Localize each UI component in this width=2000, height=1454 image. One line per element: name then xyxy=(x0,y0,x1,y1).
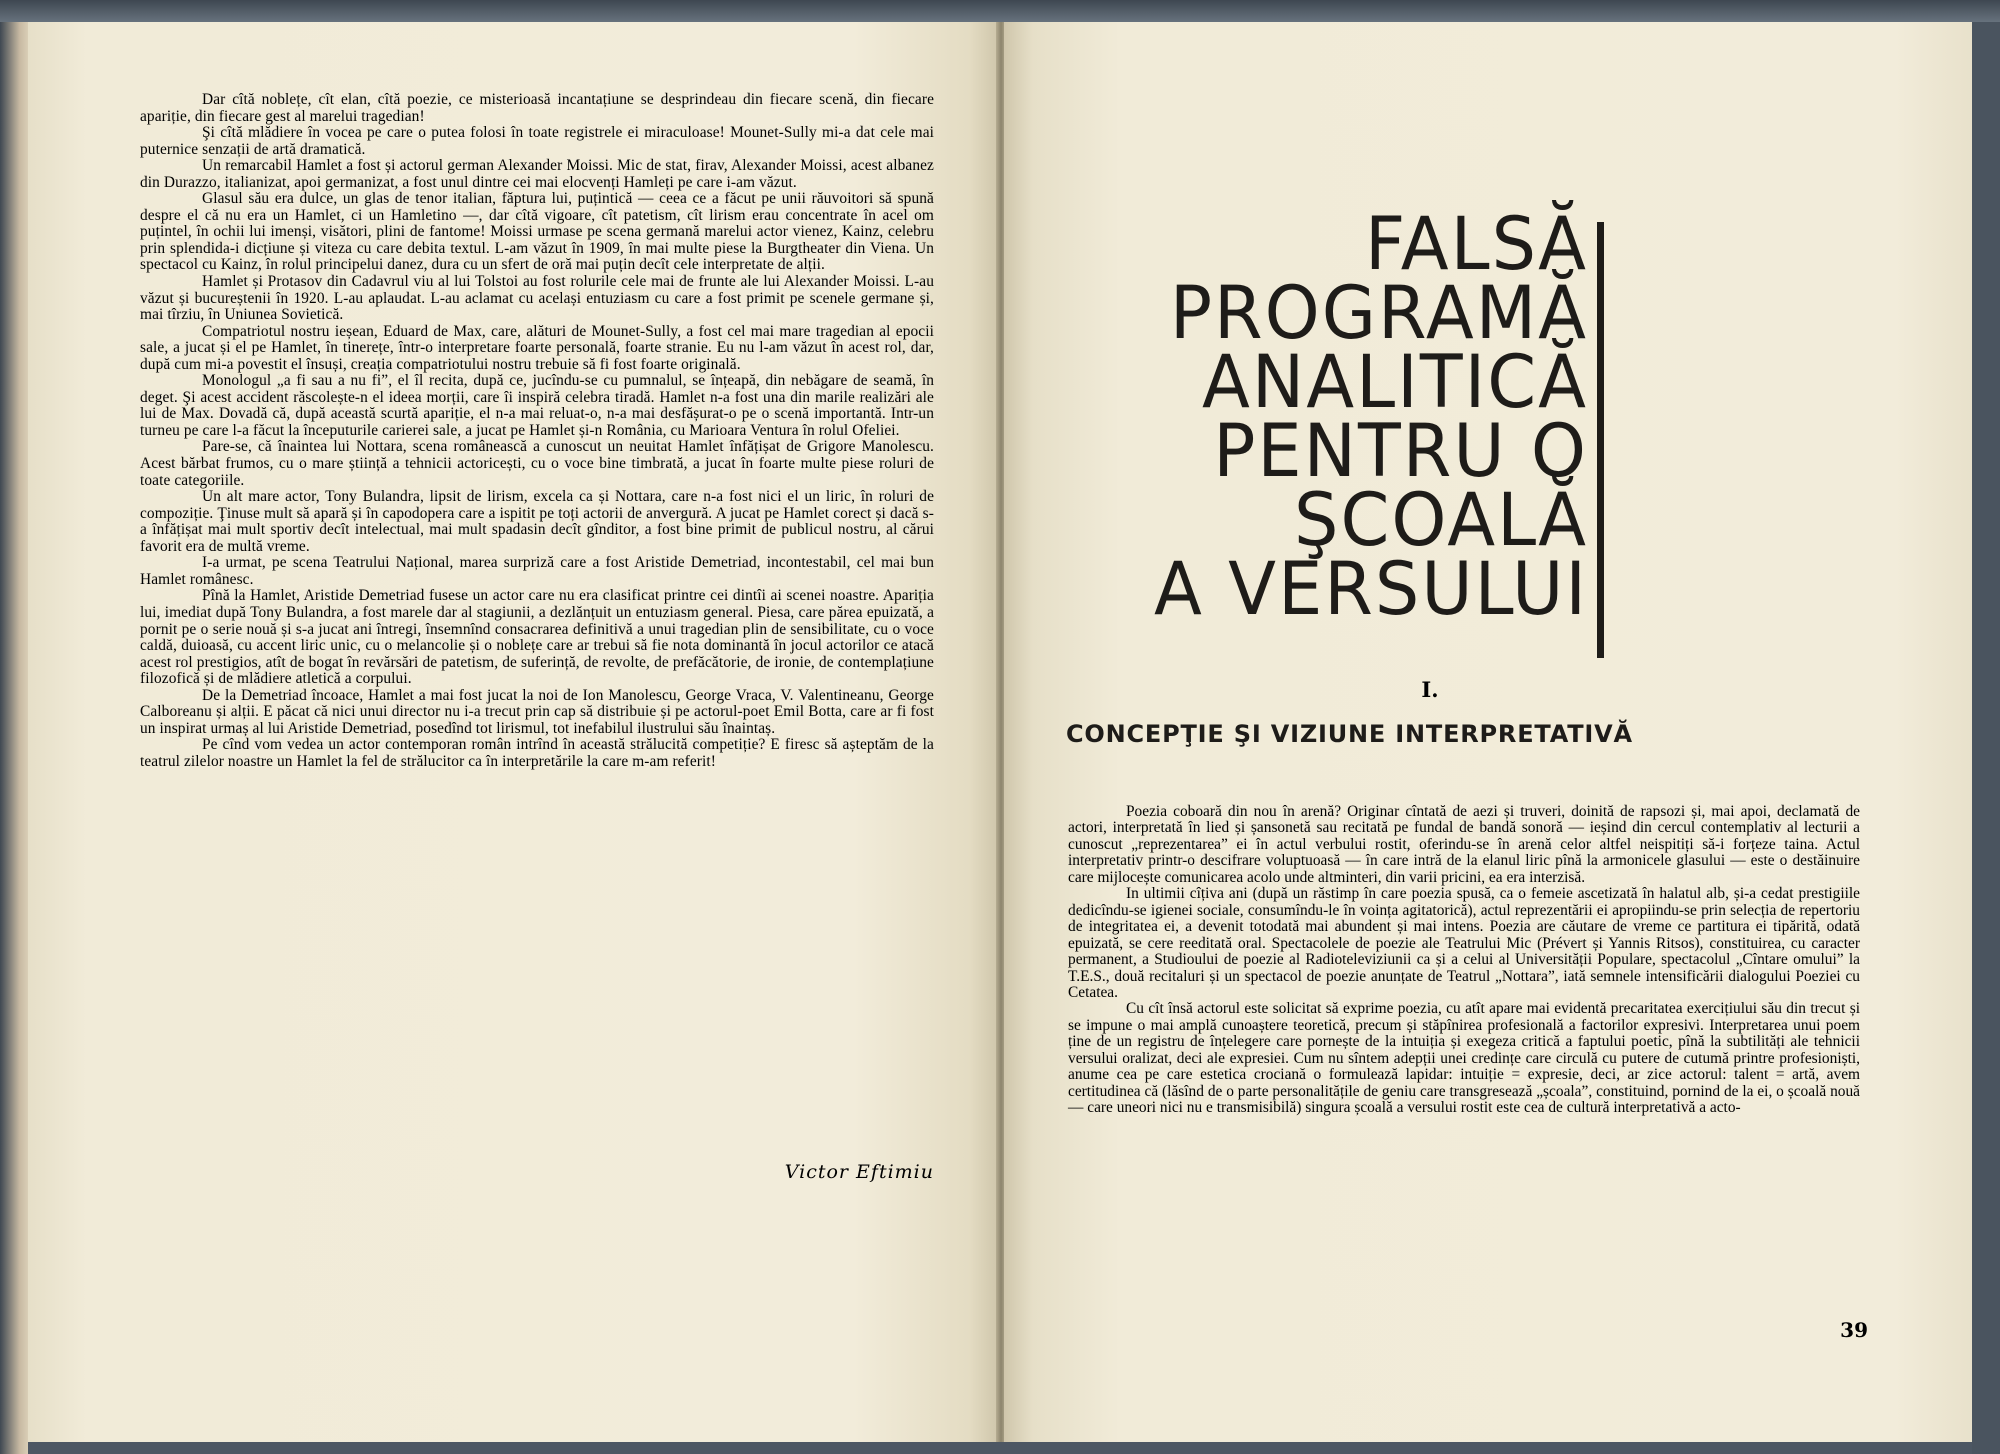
title-line: ŞCOALĂ xyxy=(1294,476,1588,564)
paragraph: Un remarcabil Hamlet a fost și actorul german Alexander Moissi. Mic de stat, firav, Alexander Moissi, acest albanez din Durazzo, italianizat, apoi germanizat, a fost unul dintre cei mai elocvenți Hamleți pe care i-am văzut. xyxy=(140,157,934,191)
book-cover-left-edge xyxy=(0,22,28,1454)
author-signature: Victor Eftimiu xyxy=(784,1161,934,1183)
paragraph: Un alt mare actor, Tony Bulandra, lipsit de lirism, excela ca și Nottara, care n-a fost nici el un liric, în roluri de compoziție. Ţinuse mult să apară și în capodopera care a ispitit pe toți actorii de anvergură. A jucat pe Hamlet corect și dacă s-a înfățișat mai mult sportiv decît intelectual, mai mult spadasin decît gînditor, a fost bine primit de publicul nostru, al cărui favorit era de multă vreme. xyxy=(140,488,934,555)
paragraph: Pînă la Hamlet, Aristide Demetriad fusese un actor care nu era clasificat printre cei dintîi ai scenei noastre. Apariția lui, imediat după Tony Bulandra, a fost marele dar al stagiunii, a dezlănțuit un entuziasm general. Piesa, care părea epuizată, a pornit pe o serie nouă și s-a jucat ani întregi, însemnînd consacrarea definitivă a unui tragedian plin de sensibilitate, cu o voce caldă, duioasă, cu accent liric unic, cu o melancolie și o noblețe care ar trebui să fie nota dominantă în jocul actorilor ce atacă acest rol prestigios, atît de bogat în revărsări de patetism, de suferință, de revolte, de prefăcătorie, de ironie, de contemplațiune filozofică și de mlădiere atletică a corpului. xyxy=(140,587,934,688)
paragraph: Glasul său era dulce, un glas de tenor italian, făptura lui, puțintică — ceea ce a făcut pe unii răuvoitori să spună despre el că nu era un Hamlet, ci un Hamletino —, dar cîtă vigoare, cît patetism, cît lirism erau concentrate în acel om puțintel, în ochii lui imenși, visători, plini de fantome! Moissi urmase pe scena germană marelui actor vienez, Kainz, celebru prin splendida-i dicțiune și viteza cu care debita textul. L-am văzut în 1909, în mai multe piese la Burgtheater din Viena. Un spectacol cu Kainz, în rolul principelui danez, dura cu un sfert de oră mai puțin decît cele interpretate de alții. xyxy=(140,190,934,274)
paragraph: Pe cînd vom vedea un actor contemporan român intrînd în această strălucită competiție? E firesc să așteptăm de la teatrul zilelor noastre un Hamlet la fel de strălucitor ca în interpretările la care m-am referit! xyxy=(140,736,934,770)
title-line: PROGRAMĂ xyxy=(1169,269,1588,357)
part-number: I. xyxy=(1421,677,1439,702)
title-line: PENTRU O xyxy=(1213,407,1588,495)
paragraph: I-a urmat, pe scena Teatrului Național, marea surpriză care a fost Aristide Demetriad, incontestabil, cel mai bun Hamlet românesc. xyxy=(140,554,934,588)
paragraph: Dar cîtă noblețe, cît elan, cîtă poezie, ce misterioasă incantațiune se desprindeau din fiecare scenă, din fiecare apariție, din fiecare gest al marelui tragedian! xyxy=(140,91,934,125)
title-line: A VERSULUI xyxy=(1154,545,1588,633)
paragraph: In ultimii cîțiva ani (după un răstimp în care poezia spusă, ca o femeie ascetizată în halatul alb, și-a cedat prestigiile dedicîndu-se igienei sociale, consumîndu-le în voința agitatorică), actul reprezentării ei apropiindu-se prin selecția de repertoriu de integritatea ei, a devenit totodată mai abundent și mai intens. Poezia are căutare de vreme ce partitura ei tipărită, odată epuizată, se cere reeditată oral. Spectacolele de poezie ale Teatrului Mic (Prévert și Yannis Ritsos), constituirea, cu caracter permanent, a Studioului de poezie al Radioteleviziunii ca și a celui al Universității Populare, spectacolul „Cîntare omului” la T.E.S., două recitaluri și un spectacol de poezie anunțate de Teatrul „Nottara”, iată semnele intensificării dialogului Poeziei cu Cetatea. xyxy=(1068,885,1860,1001)
section-subtitle: CONCEPŢIE ŞI VIZIUNE INTERPRETATIVĂ xyxy=(1066,720,1633,748)
paragraph: Compatriotul nostru ieșean, Eduard de Max, care, alături de Mounet-Sully, a fost cel mai mare tragedian al epocii sale, a jucat și el pe Hamlet, în tinerețe, într-o interpretare foarte personală, foarte stranie. Eu nu l-am văzut în acest rol, dar, după cum mi-a povestit el însuși, creația compatriotului nostru trebuie să fi fost foarte originală. xyxy=(140,322,934,373)
paragraph: Cu cît însă actorul este solicitat să exprime poezia, cu atît apare mai evidentă precaritatea exercițiului său din trecut și se impune o mai amplă cunoaștere teoretică, precum și stăpînirea profesională a factorilor expresivi. Interpretarea unui poem ține de un registru de înțelegere care pornește de la intuiția și exegeza critică a faptului poetic, pînă la subtilități ale tehnicii versului oralizat, deci ale expresiei. Cum nu sîntem adepții unei credințe care circulă cu putere de cutumă printre profesioniști, anume cea pe care estetica crociană o formulează lapidar: intuiție = expresie, deci, ar zice actorul: talent = artă, avem certitudinea că (lăsînd de o parte personalitățile de geniu care transgresează „școala”, constituind, pornind de la ei, o școală nouă — care uneori nici nu e transmisibilă) singura școală a versului rostit este cea de cultură interpretativă a acto- xyxy=(1068,1000,1860,1117)
right-page-article-body xyxy=(1068,804,1860,1117)
paragraph: Poezia coboară din nou în arenă? Originar cîntată de aezi și truveri, doinită de rapsozi și, mai apoi, declamată de actori, interpretată în lied și șansonetă sau recitată pe fundal de bandă sonoră — ieșind din cercul contemplativ al lecturii a cunoscut „reprezentarea” ei în actul verbului rostit, oferindu-se în arenă celor altfel neispitiți să-i forțeze taina. Actul interpretativ printr-o descifrare voluptuoasă — în care intră de la elanul liric pînă la armonicele glasului — este o destăinuire care mijlocește comunicarea acolo unde altminteri, din varii pricini, ea era interzisă. xyxy=(1068,803,1860,886)
paragraph: Şi cîtă mlădiere în vocea pe care o putea folosi în toate registrele ei miraculoase! Mounet-Sully mi-a dat cele mai puternice senzații de artă dramatică. xyxy=(140,124,934,158)
paragraph: Pare-se, că înaintea lui Nottara, scena românească a cunoscut un neuitat Hamlet înfățișat de Grigore Manolescu. Acest bărbat frumos, cu o mare știință a tehnicii actoricești, cu o voce bine timbrată, a jucat în foarte multe piese roluri de toate categoriile. xyxy=(140,438,934,489)
paragraph: Monologul „a fi sau a nu fi”, el îl recita, după ce, jucîndu-se cu pumnalul, se înțeapă, din nebăgare de seamă, în deget. Şi acest accident răscolește-n el ideea morții, care îi inspiră celebra tiradă. Hamlet n-a fost una din marile realizări ale lui de Max. Dovadă că, după această scurtă apariție, el n-a mai reluat-o, n-a mai desfășurat-o pe o scenă importantă. Intr-un turneu pe care l-a făcut la începuturile carierei sale, a jucat pe Hamlet și-n România, cu Marioara Ventura în rolul Ofeliei. xyxy=(140,372,934,439)
paragraph: De la Demetriad încoace, Hamlet a mai fost jucat la noi de Ion Manolescu, George Vraca, V. Valentineanu, George Calboreanu și alții. E păcat că nici unui director nu i-a trecut prin cap să distribuie și pe actorul-poet Emil Botta, care ar fi fost un inspirat urmaș al lui Aristide Demetriad, posedînd tot lirismul, tot inefabilul ilustrului său înaintaș. xyxy=(140,686,934,737)
page-number: 39 xyxy=(1840,1318,1868,1342)
book-cover-right-edge xyxy=(1972,22,2000,1454)
article-title xyxy=(1108,200,1588,633)
book-cover-top-edge xyxy=(0,0,2000,22)
title-line: FALSĂ xyxy=(1364,200,1588,288)
title-vertical-rule xyxy=(1597,222,1604,658)
left-page-article-body xyxy=(140,92,934,770)
title-line: ANALITICĂ xyxy=(1202,338,1588,426)
paragraph: Hamlet și Protasov din Cadavrul viu al lui Tolstoi au fost rolurile cele mai de frunte ale lui Alexander Moissi. L-au văzut și bucureștenii în 1920. L-au aplaudat. L-au aclamat cu același entuziasm cu care a fost primit pe scenele germane și, mai tîrziu, în Uniunea Sovietică. xyxy=(140,273,934,324)
